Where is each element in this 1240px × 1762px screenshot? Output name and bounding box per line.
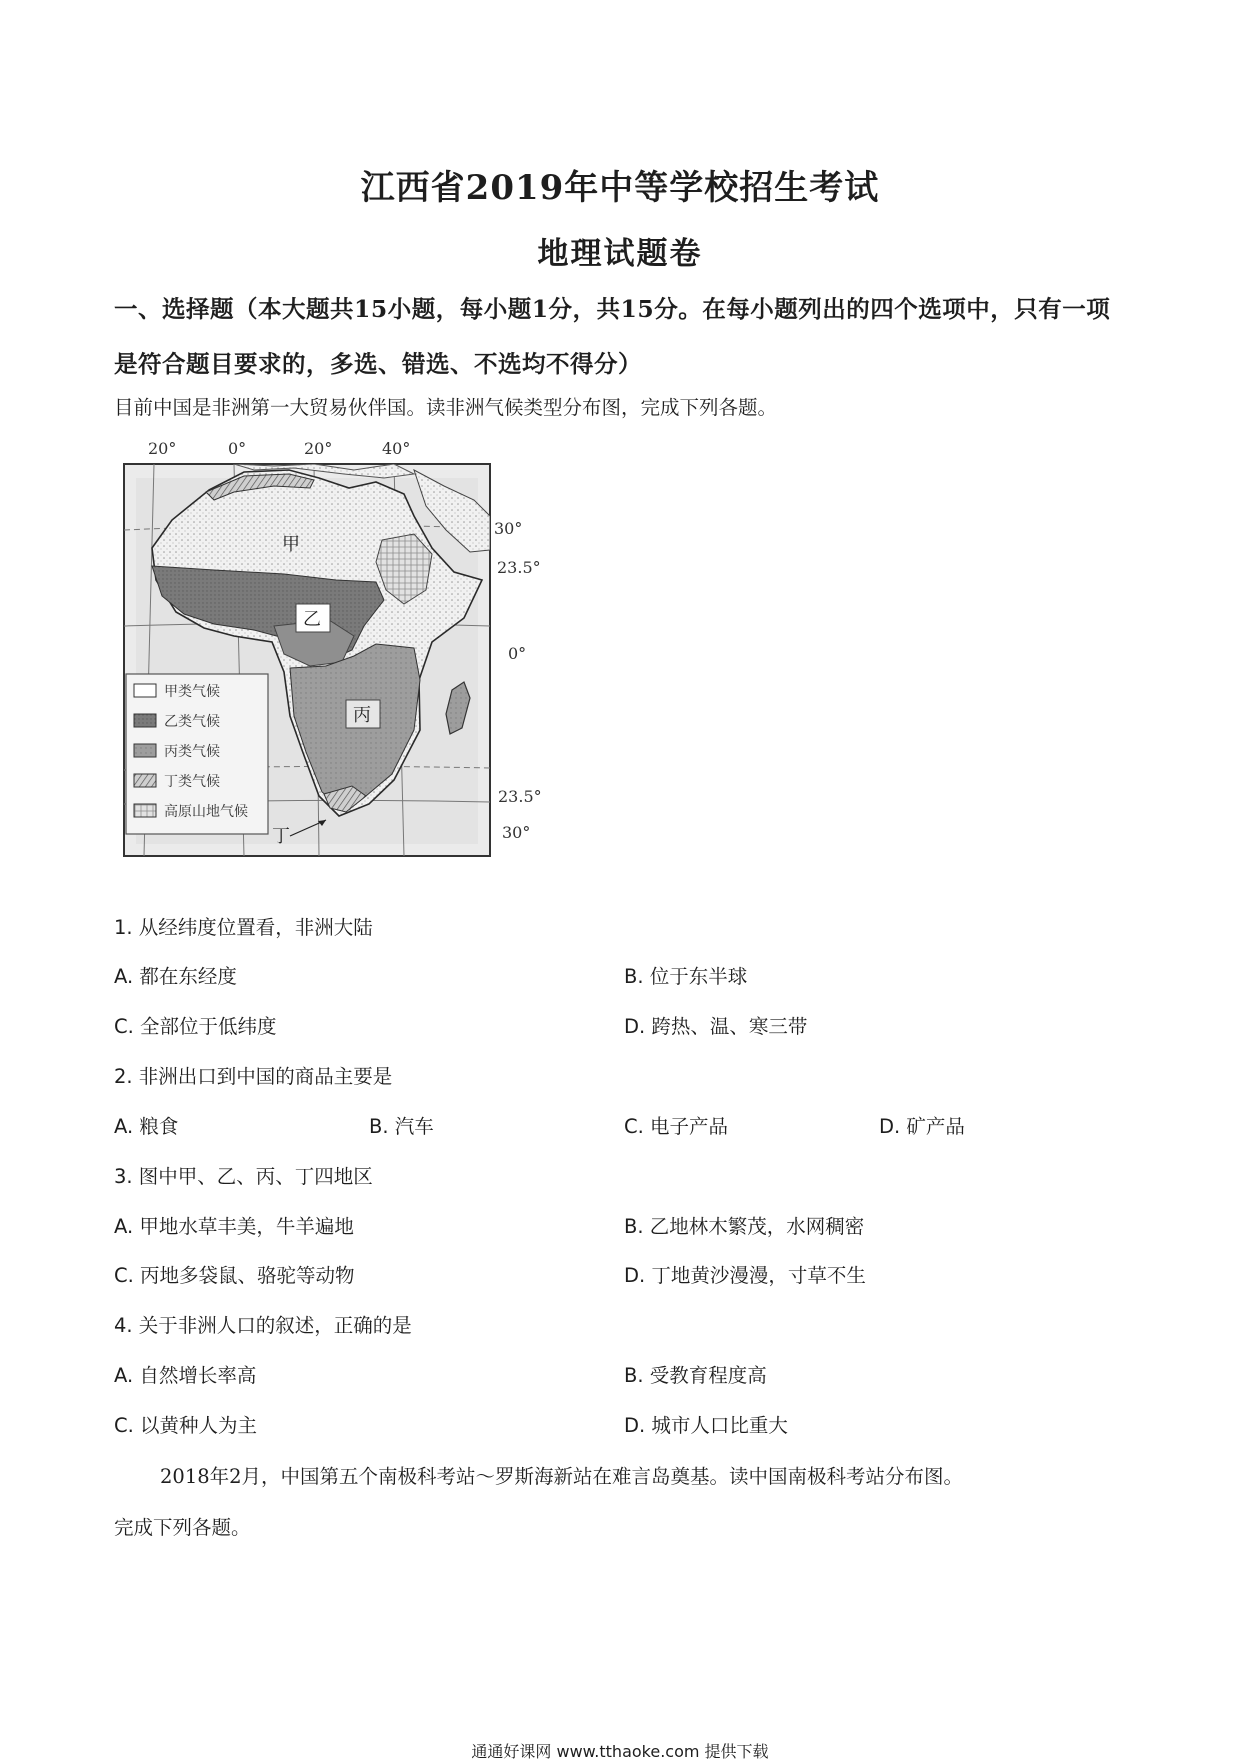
legend-label: 甲类气候 [164,684,220,700]
question-option: B. 位于东半球 [624,965,748,988]
lat-label: 30° [502,823,531,842]
question-stem: 3. 图中甲、乙、丙、丁四地区 [114,1165,373,1188]
region-label: 甲 [282,534,300,555]
question-option: B. 乙地林木繁茂，水网稠密 [624,1215,865,1238]
page-footer: 通通好课网 www.tthaoke.com 提供下载 [471,1742,769,1761]
lon-label: 20° [304,439,333,458]
question-option: D. 城市人口比重大 [624,1414,788,1437]
passage-text-cont: 完成下列各题。 [114,1516,251,1539]
question-option: B. 汽车 [369,1115,434,1138]
legend-label: 高原山地气候 [164,804,248,820]
question-option: C. 电子产品 [624,1115,729,1138]
exam-subtitle: 地理试题卷 [537,236,703,272]
question-stem: 4. 关于非洲人口的叙述，正确的是 [114,1314,412,1337]
question-option: A. 都在东经度 [114,965,237,988]
lat-label: 0° [508,644,527,663]
region-label: 丙 [353,705,371,726]
section-heading: 一、选择题（本大题共15小题，每小题1分，共15分。在每小题列出的四个选项中，只有一项是符合题目要求的，多选、错选、不选均不得分） [114,295,1111,378]
region-label: 乙 [303,609,321,630]
question-option: C. 以黄种人为主 [114,1414,258,1437]
map-legend [126,674,268,834]
passage-text: 2018年2月，中国第五个南极科考站～罗斯海新站在难言岛奠基。读中国南极科考站分布图。 [160,1465,964,1488]
legend-label: 丙类气候 [164,744,220,760]
question-option: B. 受教育程度高 [624,1364,767,1387]
question-stem: 2. 非洲出口到中国的商品主要是 [114,1065,393,1088]
lon-label: 20° [148,439,177,458]
lat-label: 23.5° [497,558,541,577]
question-option: D. 丁地黄沙漫漫，寸草不生 [624,1264,866,1287]
legend-label: 丁类气候 [164,774,220,790]
question-option: A. 自然增长率高 [114,1364,257,1387]
intro-text: 目前中国是非洲第一大贸易伙伴国。读非洲气候类型分布图，完成下列各题。 [114,396,778,419]
lon-label: 0° [228,439,247,458]
question-option: A. 粮食 [114,1115,179,1138]
question-stem: 1. 从经纬度位置看，非洲大陆 [114,916,373,939]
question-option: A. 甲地水草丰美，牛羊遍地 [114,1215,354,1238]
question-option: D. 跨热、温、寒三带 [624,1015,808,1038]
question-option: C. 丙地多袋鼠、骆驼等动物 [114,1264,355,1287]
lat-label: 23.5° [498,787,542,806]
lon-label: 40° [382,439,411,458]
legend-label: 乙类气候 [164,714,220,730]
lat-label: 30° [494,519,523,538]
africa-climate-map [114,430,634,890]
question-option: D. 矿产品 [879,1115,965,1138]
question-option: C. 全部位于低纬度 [114,1015,277,1038]
region-label: 丁 [272,826,290,847]
exam-title: 江西省2019年中等学校招生考试 [360,168,880,208]
